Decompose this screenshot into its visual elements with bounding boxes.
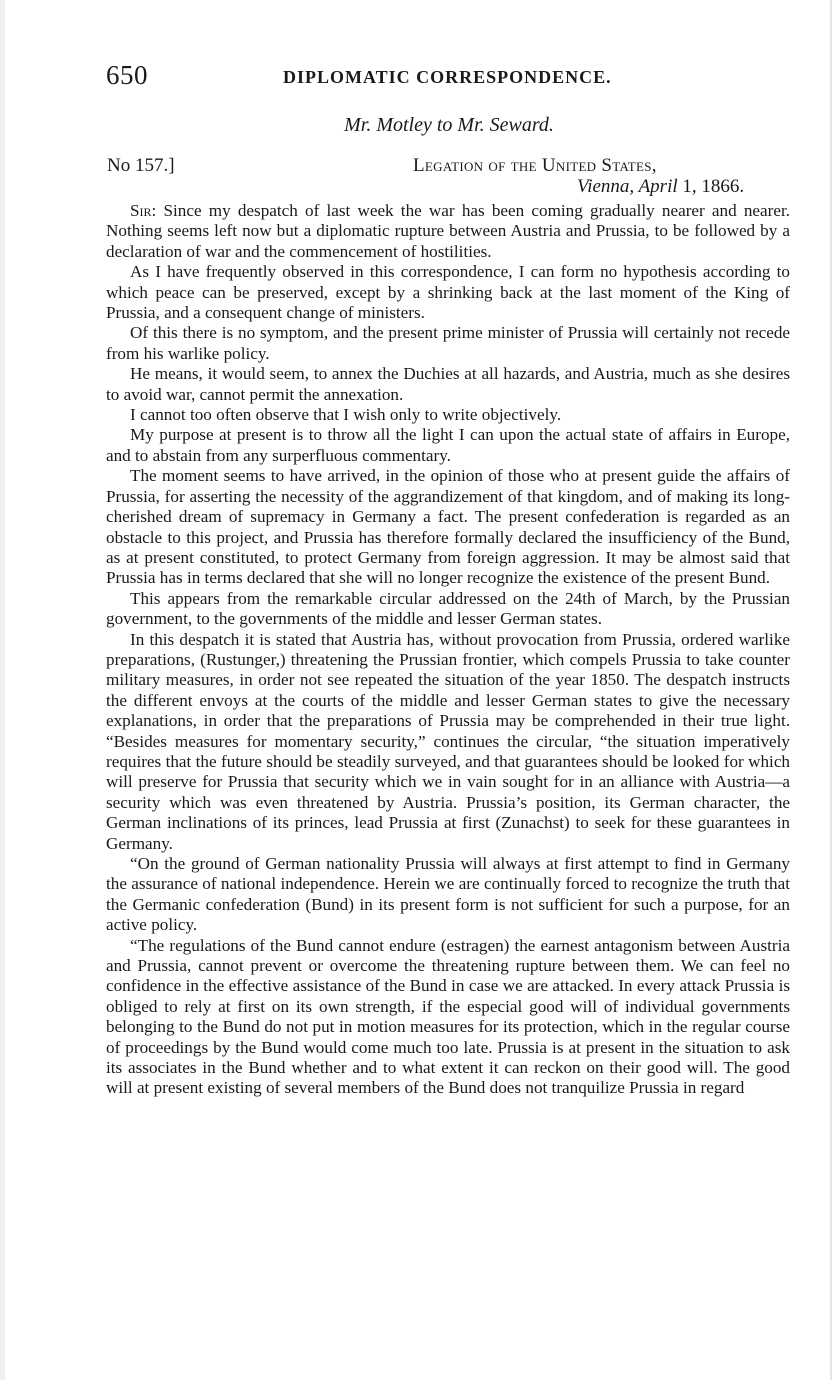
letter-title: Mr. Motley to Mr. Seward.: [344, 114, 554, 136]
page-left-edge: [0, 0, 5, 1380]
paragraph: He means, it would seem, to annex the Duchies at all hazards, and Austria, much as she desires to avoid war, cannot permit the annexation.: [106, 364, 790, 404]
running-head: DIPLOMATIC CORRESPONDENCE.: [283, 67, 612, 87]
salutation: Sir:: [130, 201, 157, 220]
paragraph: In this despatch it is stated that Austria has, without provocation from Prussia, ordered warlike preparations, (Rustunger,) threatening the Prussian frontier, which compels Prussia to take counter military measures, in order not see repeated the situation of the year 1850. The despatch instructs the different envoys at the courts of the middle and lesser German states to give the necessary explanations, in order that the preparations of Prussia may be comprehended in their true light. “Besides measures for momentary security,” continues the circular, “the situation imperatively requires that the future should be steadily surveyed, and that guarantees should be looked for which will preserve for Prussia that security which we in vain sought for in an alliance with Austria—a security which was even threatened by Austria. Prussia’s position, its German character, the German inclinations of its princes, lead Prussia at first (Zunachst) to seek for these guarantees in Germany.: [106, 629, 790, 853]
page-number: 650: [106, 60, 148, 90]
letter-body: [106, 201, 790, 1099]
dateline: [577, 176, 744, 198]
paragraph: “The regulations of the Bund cannot endure (estragen) the earnest antagonism between Austria and Prussia, cannot prevent or overcome the threatening rupture between them. We can feel no confidence in the effective assistance of the Bund in case we are attacked. In every attack Prussia is obliged to rely at first on its own strength, if the especial good will of individual governments belonging to the Bund do not put in motion measures for its protection, which in the regular course of proceedings by the Bund would come much too late. Prussia is at present in the situation to ask its associates in the Bund whether and to what extent it can reckon on their good will. The good will at present existing of several members of the Bund does not tranquilize Prussia in regard: [106, 935, 790, 1098]
legation-heading: Legation of the United States,: [413, 155, 657, 176]
dispatch-number: No 157.]: [107, 155, 175, 176]
paragraph: “On the ground of German nationality Prussia will always at first attempt to find in Germany the assurance of national independence. Herein we are continually forced to recognize the truth that the Germanic confederation (Bund) in its present form is not sufficient for such a purpose, for an active policy.: [106, 854, 790, 935]
paragraph: [106, 201, 790, 262]
paragraph: This appears from the remarkable circular addressed on the 24th of March, by the Prussian government, to the governments of the middle and lesser German states.: [106, 588, 790, 629]
paragraph: The moment seems to have arrived, in the opinion of those who at present guide the affairs of Prussia, for asserting the necessity of the aggrandizement of that kingdom, and of making its long-cherished dream of supremacy in Germany a fact. The present confederation is regarded as an obstacle to this project, and Prussia has therefore formally declared the insufficiency of the Bund, as at present constituted, to protect Germany from foreign aggression. It may be almost said that Prussia has in terms declared that she will no longer recognize the existence of the present Bund.: [106, 466, 790, 588]
dateline-date: 1, 1866.: [677, 176, 745, 197]
paragraph: Of this there is no symptom, and the present prime minister of Prussia will certainly not recede from his warlike policy.: [106, 323, 790, 363]
paragraph: As I have frequently observed in this correspondence, I can form no hypothesis according to which peace can be preserved, except by a shrinking back at the last moment of the King of Prussia, and a consequent change of ministers.: [106, 262, 790, 323]
dateline-place: Vienna, April: [577, 176, 678, 197]
paragraph: I cannot too often observe that I wish only to write objectively.: [130, 405, 562, 425]
paragraph-text: Since my despatch of last week the war has been coming gradually nearer and nearer. Nothing seems left now but a diplomatic rupture between Austria and Prussia, to be followed by a declaration of war and the commencement of hostilities.: [106, 201, 790, 261]
paragraph: My purpose at present is to throw all the light I can upon the actual state of affairs in Europe, and to abstain from any surperfluous commentary.: [106, 425, 790, 465]
